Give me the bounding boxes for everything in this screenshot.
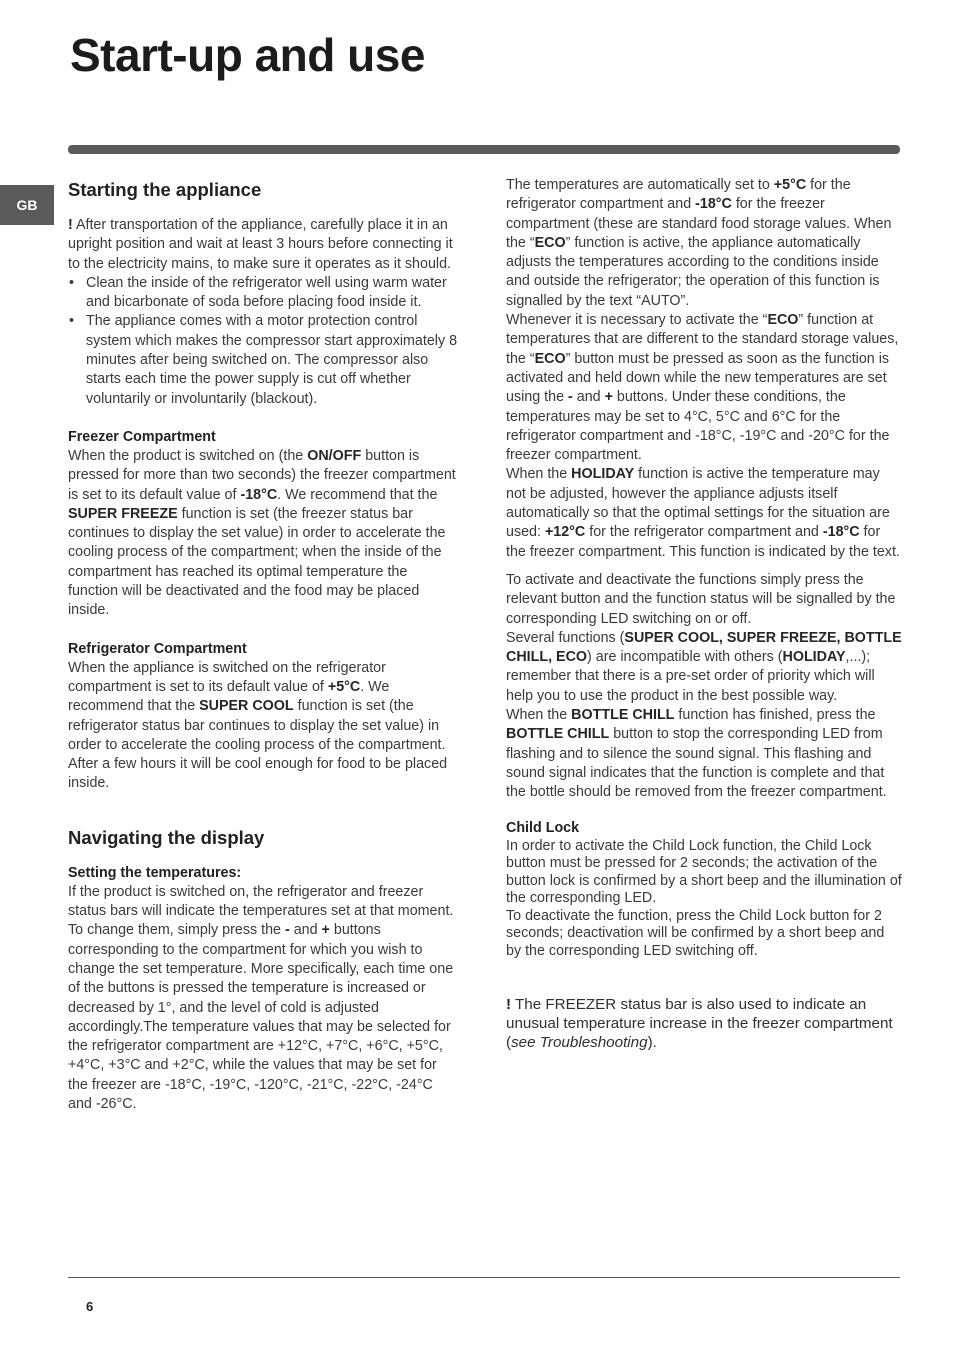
list-item: • Clean the inside of the refrigerator well using warm water and bicarbonate of soda before placing food inside it. (68, 274, 460, 313)
starting-bullet-list (68, 274, 460, 409)
header-rule (68, 145, 900, 154)
child-lock-activate-paragraph: In order to activate the Child Lock function, the Child Lock button must be pressed for 2 seconds; the activation of the button lock is confirmed by a short beep and the illumination of the corresponding LED. (506, 837, 902, 907)
holiday-paragraph: When the HOLIDAY function is active the temperature may not be adjusted, however the appliance adjusts itself automatically so that the optimal settings for the situation are used: +12°C for the refrigerator compartment and -18°C for the freezer compartment. This function is indicated by the text. (506, 466, 900, 560)
auto-temperatures-paragraph: The temperatures are automatically set to +5°C for the refrigerator compartment and -18°C for the freezer compartment (these are standard food storage values. When the “ECO” function is active, the appliance automatically adjusts the temperatures according to the conditions inside and outside the refrigerator; the operation of this function is signalled by the text “AUTO”. (506, 177, 892, 309)
subheading-refrigerator: Refrigerator Compartment (68, 640, 247, 657)
footer-rule (68, 1277, 900, 1278)
right-column (506, 176, 902, 1052)
troubleshooting-reference: see Troubleshooting (511, 1034, 648, 1052)
eco-paragraph: Whenever it is necessary to activate the “ECO” function at temperatures that are different to the standard storage values, the “ECO” button must be pressed as soon as the function is activated and held down while the new temperatures are set using the - and + buttons. Under these conditions, the temperatures may be set to 4°C, 5°C and 6°C for the refrigerator compartment and -18°C, -19°C and -20°C for the freezer compartment. (506, 312, 899, 464)
subheading-setting-temperatures: Setting the temperatures: (68, 864, 242, 881)
subheading-child-lock: Child Lock (506, 819, 580, 836)
freezer-status-note: ! The FREEZER status bar is also used to indicate an unusual temperature increase in the freezer compartment (see Troubleshooting). (506, 995, 893, 1052)
list-item: • The appliance comes with a motor protection control system which makes the compressor start approximately 8 minutes after being switched on. The compressor also starts each time the power supply is cut off whether voluntarily or involuntarily (blackout). (68, 312, 460, 408)
refrigerator-paragraph: When the appliance is switched on the refrigerator compartment is set to its default value of +5°C. We recommend that the SUPER COOL function is set (the refrigerator status bar continues to display the set value) in order to accelerate the cooling process of the compartment. After a few hours it will be cool enough for food to be placed inside. (68, 659, 448, 792)
functions-priority-paragraph: Several functions (SUPER COOL, SUPER FREEZE, BOTTLE CHILL, ECO) are incompatible with others (HOLIDAY,...); remember that there is a pre-set order of priority which will help you to use the product in the best possible way. (506, 629, 902, 704)
left-column (68, 176, 460, 1114)
navigating-paragraph: If the product is switched on, the refrigerator and freezer status bars will indicate the temperatures set at that moment. To change them, simply press the - and + buttons corresponding to the compartment for which you wish to change the set temperature. More specifically, each time one of the buttons is pressed the temperature is increased or decreased by 1°, and the level of cold is adjusted accordingly.The temperature values that may be selected for the refrigerator compartment are +12°C, +7°C, +6°C, +5°C, +4°C, +3°C and +2°C, while the values that may be set for the freezer are -18°C, -19°C, -120°C, -21°C, -22°C, -24°C and -26°C. (68, 883, 454, 1112)
functions-toggle-paragraph: To activate and deactivate the functions simply press the relevant button and the function status will be signalled by the corresponding LED switching on or off. (506, 571, 896, 627)
page-number: 6 (86, 1299, 94, 1314)
warning-mark-icon: ! (68, 217, 73, 233)
page-title: Start-up and use (70, 29, 425, 81)
starting-intro-text: After transportation of the appliance, carefully place it in an upright position and wait at least 3 hours before connecting it to the electricity mains, to make sure it operates as it should. (68, 217, 453, 272)
warning-mark-icon: ! (506, 995, 512, 1013)
language-tab: GB (0, 185, 54, 225)
bottle-chill-paragraph: When the BOTTLE CHILL function has finished, press the BOTTLE CHILL button to stop the corresponding LED from flashing and to silence the sound signal. This flashing and sound signal indicates that the function is complete and that the bottle should be removed from the freezer compartment. (506, 707, 887, 801)
section-heading-navigating: Navigating the display (68, 826, 265, 848)
child-lock-deactivate-paragraph: To deactivate the function, press the Child Lock button for 2 seconds; deactivation will be confirmed by a short beep and by the corresponding LED switching off. (506, 907, 885, 960)
subheading-freezer: Freezer Compartment (68, 428, 216, 445)
freezer-paragraph: When the product is switched on (the ON/OFF button is pressed for more than two seconds) the freezer compartment is set to its default value of -18°C. We recommend that the SUPER FREEZE function is set (the freezer status bar continues to display the set value) in order to accelerate the cooling process of the compartment; when the inside of the compartment has reached its optimal temperature the function will be deactivated and the food may be placed inside. (68, 447, 456, 619)
section-heading-starting: Starting the appliance (68, 179, 262, 200)
starting-intro (68, 216, 460, 274)
